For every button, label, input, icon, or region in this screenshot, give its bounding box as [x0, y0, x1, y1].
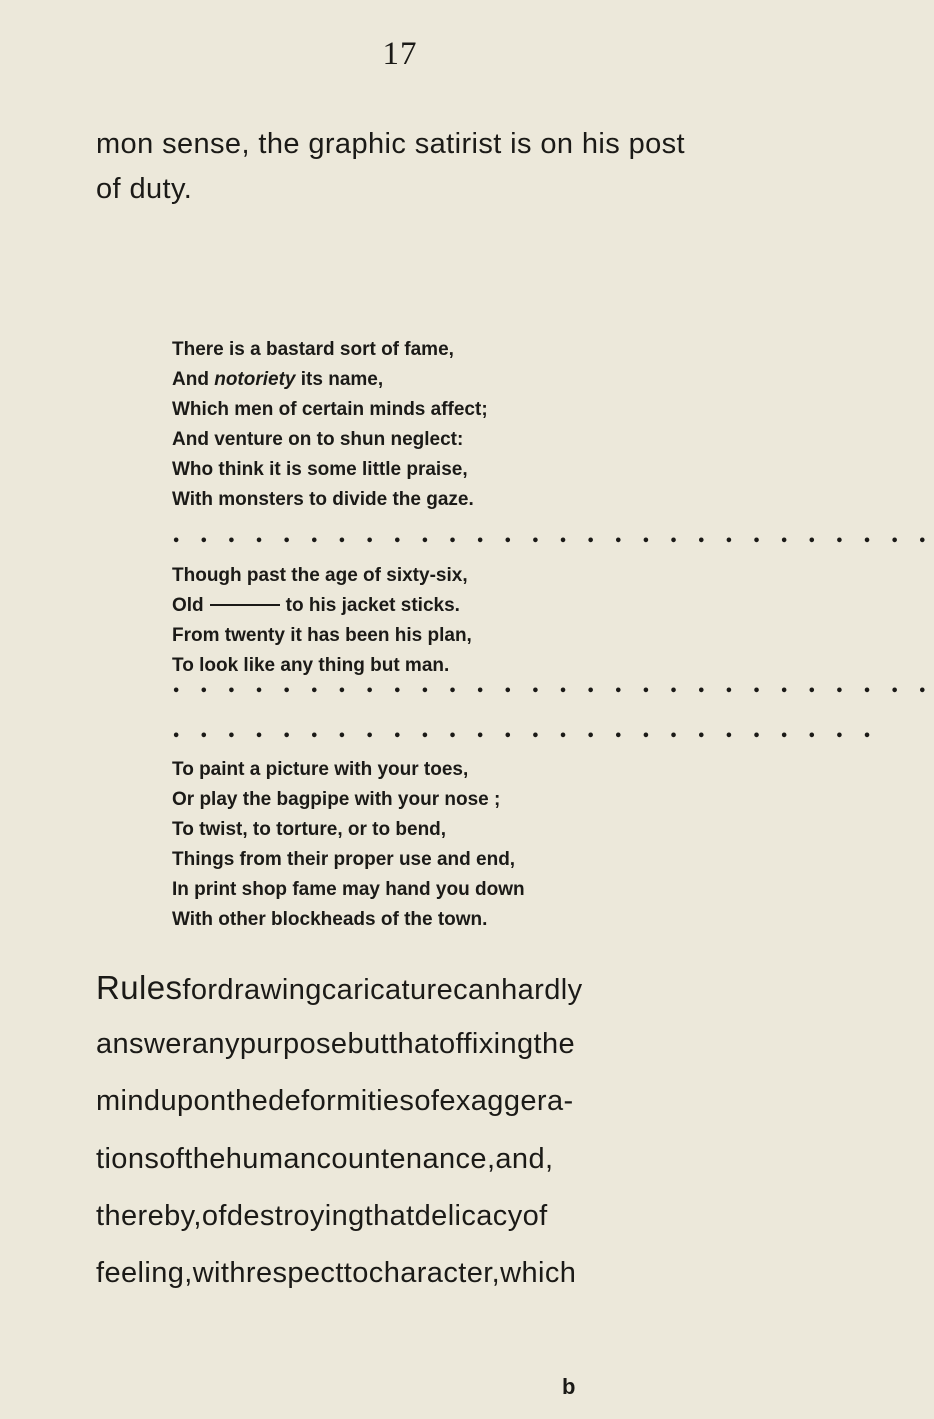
page-number: 17 — [382, 36, 418, 72]
verse-line: Though past the age of sixty-six, — [172, 565, 468, 586]
italic-word: notoriety — [214, 369, 296, 390]
verse-line: From twenty it has been his plan, — [172, 625, 472, 646]
verse-line: To twist, to torture, or to bend, — [172, 819, 447, 840]
opening-line-1: mon sense, the graphic satirist is on his post — [96, 128, 686, 160]
closing-line: minduponthedeformitiesofexaggera- — [96, 1085, 574, 1118]
verse-stanza-1 — [172, 335, 488, 515]
verse-line: To paint a picture with your toes, — [172, 759, 469, 780]
verse-line: Things from their proper use and end, — [172, 849, 516, 870]
verse-line: And venture on to shun neglect: — [172, 429, 464, 450]
closing-paragraph — [96, 959, 696, 1302]
ellipsis-row: • • • • • • • • • • • • • • • • • • • • • • • • • • • • — [172, 684, 934, 699]
closing-line: tionsofthehumancountenance,and, — [96, 1142, 554, 1175]
verse-line: With other blockheads of the town. — [172, 909, 488, 930]
verse-stanza-3 — [172, 755, 525, 935]
verse-line: With monsters to divide the gaze. — [172, 489, 474, 510]
verse-line: Which men of certain minds affect; — [172, 399, 488, 420]
closing-line: Rulesfordrawingcaricaturecanhardly — [96, 969, 583, 1006]
closing-line: feeling,withrespecttocharacter,which — [96, 1256, 577, 1289]
omission-dash — [210, 604, 280, 606]
verse-line: Old to his jacket sticks. — [172, 595, 460, 616]
ellipsis-row: • • • • • • • • • • • • • • • • • • • • • • • • • • — [172, 729, 879, 744]
verse-line: There is a bastard sort of fame, — [172, 339, 454, 360]
verse-stanza-2 — [172, 561, 472, 681]
signature-mark: b — [562, 1374, 576, 1399]
closing-line: answeranypurposebutthatoffixingthe — [96, 1028, 576, 1061]
ellipsis-row: • • • • • • • • • • • • • • • • • • • • • • • • • • • • — [172, 534, 934, 549]
closing-line: thereby,ofdestroyingthatdelicacyof — [96, 1199, 548, 1232]
opening-paragraph — [96, 122, 696, 212]
verse-line: Who think it is some little praise, — [172, 459, 468, 480]
verse-line: Or play the bagpipe with your nose ; — [172, 789, 501, 810]
verse-line: And notoriety its name, — [172, 369, 384, 390]
verse-line: To look like any thing but man. — [172, 655, 450, 676]
opening-line-2: of duty. — [96, 173, 193, 205]
verse-line: In print shop fame may hand you down — [172, 879, 525, 900]
